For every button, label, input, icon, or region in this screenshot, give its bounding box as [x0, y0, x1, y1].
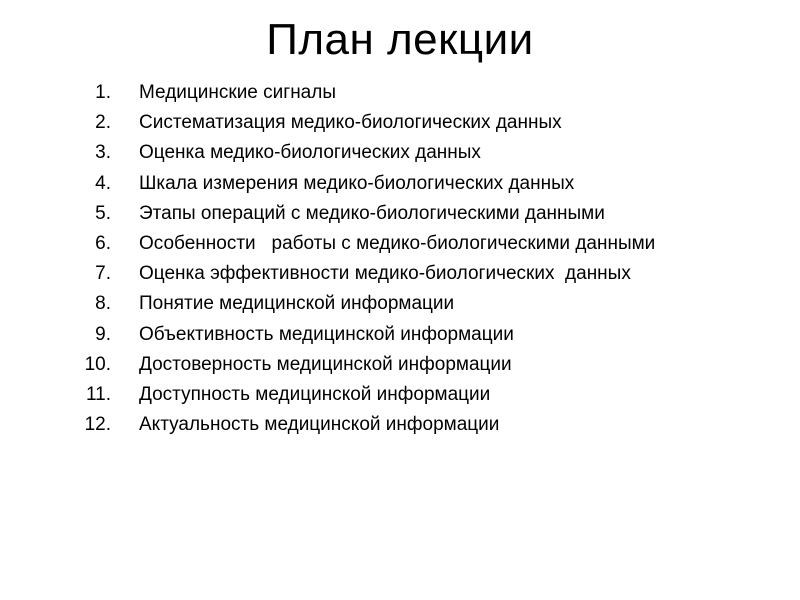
lecture-plan-list: [0, 78, 800, 440]
item-number: 2.: [95, 112, 111, 134]
item-number: 9.: [95, 323, 111, 345]
item-number: 4.: [95, 172, 111, 194]
item-text: Особенности работы с медико-биологическими данными: [139, 232, 656, 254]
list-item: [0, 289, 800, 319]
item-text: Оценка эффективности медико-биологических данных: [139, 263, 631, 285]
list-item: [0, 229, 800, 259]
item-number: 3.: [95, 142, 111, 164]
item-number: 8.: [95, 293, 111, 315]
item-number: 6.: [95, 232, 111, 254]
item-text: Актуальность медицинской информации: [139, 414, 500, 436]
list-item: [0, 78, 800, 108]
item-text: Этапы операций с медико-биологическими данными: [139, 202, 605, 224]
item-text: Понятие медицинской информации: [139, 293, 455, 315]
item-text: Достоверность медицинской информации: [139, 353, 512, 375]
item-number: 11.: [85, 383, 111, 405]
list-item: [0, 108, 800, 138]
list-item: [0, 320, 800, 350]
list-item: [0, 259, 800, 289]
item-number: 5.: [95, 202, 111, 224]
item-number: 1.: [95, 82, 111, 103]
list-item: [0, 169, 800, 199]
item-text: Объективность медицинской информации: [139, 323, 514, 345]
item-text: Доступность медицинской информации: [139, 383, 491, 405]
slide-title: План лекции: [266, 15, 534, 64]
item-text: Шкала измерения медико-биологических данных: [139, 172, 575, 194]
list-item: [0, 410, 800, 440]
list-item: [0, 380, 800, 410]
item-number: 10.: [84, 353, 111, 375]
item-text: Оценка медико-биологических данных: [139, 142, 481, 164]
list-item: [0, 199, 800, 229]
item-number: 12.: [84, 414, 111, 436]
list-item: [0, 138, 800, 168]
item-text: Медицинские сигналы: [139, 82, 336, 103]
item-number: 7.: [95, 263, 111, 285]
list-item: [0, 350, 800, 380]
item-text: Систематизация медико-биологических данных: [139, 112, 562, 134]
